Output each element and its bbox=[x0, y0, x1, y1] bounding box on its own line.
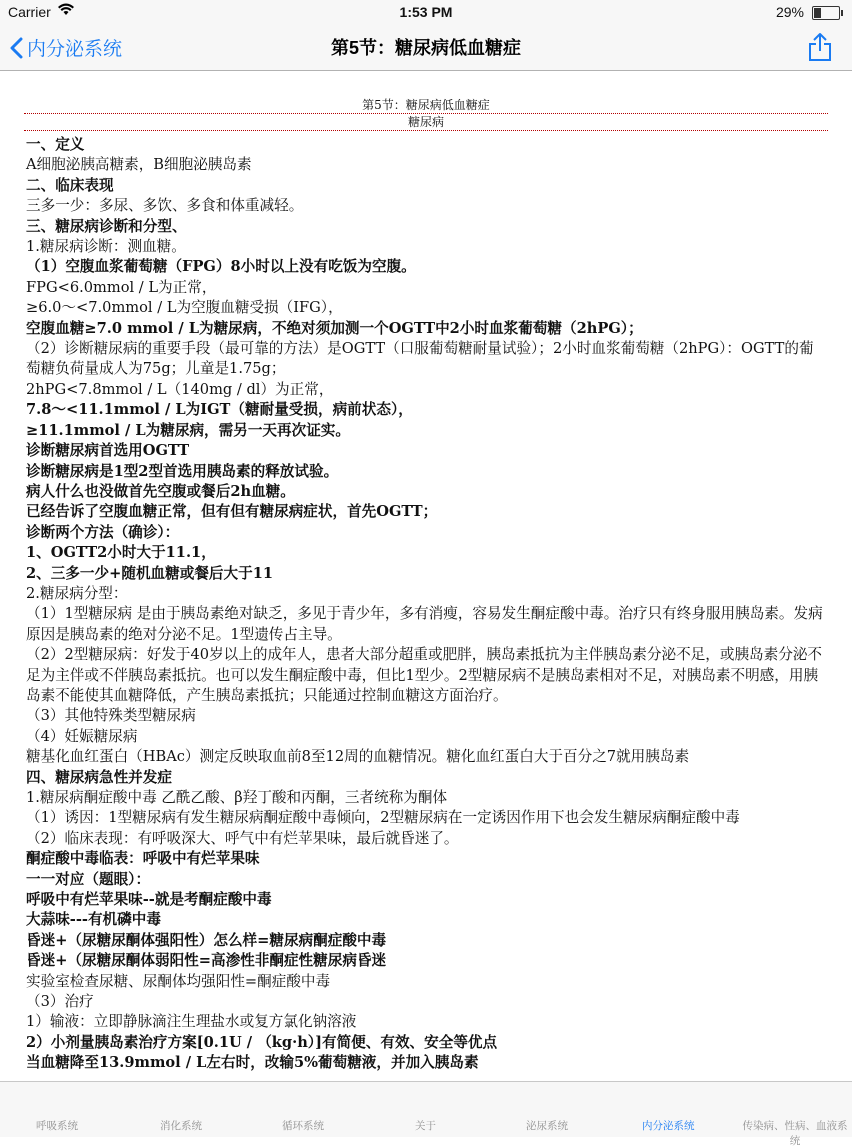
document-paragraph: （4）妊娠糖尿病 bbox=[26, 727, 138, 745]
document-paragraph: 2hPG<7.8mmol / L（140mg / dl）为正常， bbox=[26, 380, 334, 398]
document-paragraph: ≥6.0～<7.0mmol / L为空腹血糖受损（IFG）， bbox=[26, 299, 343, 317]
document-paragraph: 2.糖尿病分型： bbox=[26, 584, 128, 602]
tab-urinary[interactable]: 泌尿系统 bbox=[526, 1120, 568, 1132]
document-paragraph: 实验室检查尿糖、尿酮体均强阳性=酮症酸中毒 bbox=[26, 972, 331, 990]
document-paragraph: 酮症酸中毒临表：呼吸中有烂苹果味 bbox=[26, 850, 260, 868]
share-button[interactable] bbox=[808, 32, 832, 67]
tab-bar bbox=[0, 1081, 852, 1147]
tab-digestive[interactable]: 消化系统 bbox=[160, 1120, 202, 1132]
document-paragraph: 一、定义 bbox=[26, 136, 85, 153]
document-paragraph: 糖基化血红蛋白（HBAc）测定反映取血前8至12周的血糖情况。糖化血红蛋白大于百分之7就用胰岛素 bbox=[26, 748, 690, 766]
document-header bbox=[24, 97, 828, 131]
document-paragraph: FPG<6.0mmol / L为正常， bbox=[26, 278, 217, 296]
document-paragraph: A细胞泌胰高糖素，B细胞泌胰岛素 bbox=[26, 156, 252, 174]
document-paragraph: 三、糖尿病诊断和分型、 bbox=[26, 217, 187, 235]
document-paragraph: 昏迷+（尿糖尿酮体强阳性）怎么样=糖尿病酮症酸中毒 bbox=[26, 931, 387, 949]
document-paragraph: 诊断糖尿病是1型2型首选用胰岛素的释放试验。 bbox=[26, 462, 339, 480]
document-paragraph: ≥11.1mmol / L为糖尿病，需另一天再次证实。 bbox=[26, 421, 350, 439]
share-icon bbox=[808, 32, 832, 62]
section-heading: 第5节：糖尿病低血糖症 bbox=[24, 97, 828, 114]
document-paragraph: 诊断两个方法（确诊）： bbox=[26, 523, 180, 541]
status-bar bbox=[0, 0, 852, 24]
document-paragraph: 昏迷+（尿糖尿酮体弱阳性=高渗性非酮症性糖尿病昏迷 bbox=[26, 952, 387, 970]
document-paragraph: 三多一少：多尿、多饮、多食和体重减轻。 bbox=[26, 197, 304, 215]
document-paragraph: 1.糖尿病酮症酸中毒 乙酰乙酸、β羟丁酸和丙酮，三者统称为酮体 bbox=[26, 789, 448, 806]
document-paragraph: 1、OGTT2小时大于11.1， bbox=[26, 544, 216, 562]
document-paragraph: （1）诱因：1型糖尿病有发生糖尿病酮症酸中毒倾向，2型糖尿病在一定诱因作用下也会发生糖尿病酮症酸中毒 bbox=[26, 809, 740, 827]
document-paragraph: 2）小剂量胰岛素治疗方案[0.1U / （kg·h）]有简便、有效、安全等优点 bbox=[26, 1033, 498, 1051]
document-paragraph: （1）空腹血浆葡萄糖（FPG）8小时以上没有吃饭为空腹。 bbox=[26, 258, 416, 276]
document-paragraph: 7.8～<11.1mmol / L为IGT（糖耐量受损，病前状态）， bbox=[26, 401, 413, 419]
tab-infectious[interactable]: 传染病、性病、血液系统 bbox=[742, 1120, 848, 1147]
tab-endocrine[interactable]: 内分泌系统 bbox=[642, 1120, 695, 1132]
document-paragraph: 1）输液：立即静脉滴注生理盐水或复方氯化钠溶液 bbox=[26, 1013, 357, 1031]
page-title: 第5节：糖尿病低血糖症 bbox=[330, 38, 521, 58]
chapter-heading: 糖尿病 bbox=[24, 114, 828, 131]
navigation-bar bbox=[0, 24, 852, 71]
battery-icon bbox=[812, 6, 840, 20]
clock: 1:53 PM bbox=[399, 4, 453, 20]
document-paragraph: （3）治疗 bbox=[26, 993, 94, 1011]
tab-circulatory[interactable]: 循环系统 bbox=[282, 1120, 324, 1132]
document-paragraph: （1）1型糖尿病 是由于胰岛素绝对缺乏，多见于青少年，多有消瘦，容易发生酮症酸中毒。治疗只有终身服用胰岛素。发病原因是胰岛素的绝对分泌不足。1型遗传占主导。 bbox=[26, 605, 823, 643]
document-paragraph: 空腹血糖≥7.0 mmol / L为糖尿病，不绝对须加测一个OGTT中2小时血浆葡萄糖（2hPG）； bbox=[26, 319, 643, 337]
document-paragraph: 一一对应（题眼）： bbox=[26, 870, 151, 888]
document-paragraph: 二、临床表现 bbox=[26, 176, 114, 194]
document-paragraph: 已经告诉了空腹血糖正常，但有但有糖尿病症状，首先OGTT； bbox=[26, 503, 438, 521]
document-body bbox=[26, 135, 826, 1074]
document-paragraph: 2、三多一少+随机血糖或餐后大于11 bbox=[26, 564, 274, 582]
document-paragraph: 大蒜味---有机磷中毒 bbox=[26, 911, 161, 929]
document-paragraph: （3）其他特殊类型糖尿病 bbox=[26, 707, 196, 725]
document-paragraph: 四、糖尿病急性并发症 bbox=[26, 768, 172, 786]
document-paragraph: 1.糖尿病诊断：测血糖。 bbox=[26, 238, 186, 256]
back-button-label: 内分泌系统 bbox=[27, 39, 123, 60]
document-paragraph: （2）临床表现：有呼吸深大、呼气中有烂苹果味，最后就昏迷了。 bbox=[26, 829, 459, 847]
carrier-label: Carrier bbox=[8, 4, 51, 20]
tab-respiratory[interactable]: 呼吸系统 bbox=[36, 1120, 78, 1132]
document-paragraph: 病人什么也没做首先空腹或餐后2h血糖。 bbox=[26, 482, 295, 500]
document-paragraph: （2）2型糖尿病：好发于40岁以上的成年人，患者大部分超重或肥胖，胰岛素抵抗为主伴胰岛素分泌不足，或胰岛素分泌不足为主伴或不伴胰岛素抵抗。也可以发生酮症酸中毒，但比1型少。2型糖尿病不是胰岛素相对不足，对胰岛素不明感，用胰岛素不能使其血糖降低，产生胰岛素抵抗；只能通过控制血糖这方面治疗。 bbox=[26, 646, 823, 704]
document-paragraph: 呼吸中有烂苹果味--就是考酮症酸中毒 bbox=[26, 891, 272, 909]
document-paragraph: 当血糖降至13.9mmol / L左右时，改输5%葡萄糖液，并加入胰岛素 bbox=[26, 1054, 479, 1072]
tab-about[interactable]: 关于 bbox=[415, 1120, 436, 1132]
document-paragraph: 诊断糖尿病首选用OGTT bbox=[26, 442, 190, 460]
battery-percent: 29% bbox=[775, 4, 804, 20]
document-paragraph: （2）诊断糖尿病的重要手段（最可靠的方法）是OGTT（口服葡萄糖耐量试验）；2小时血浆葡萄糖（2hPG）：OGTT的葡萄糖负荷量成人为75g；儿童是1.75g； bbox=[26, 340, 814, 378]
document-view[interactable] bbox=[0, 71, 852, 1081]
